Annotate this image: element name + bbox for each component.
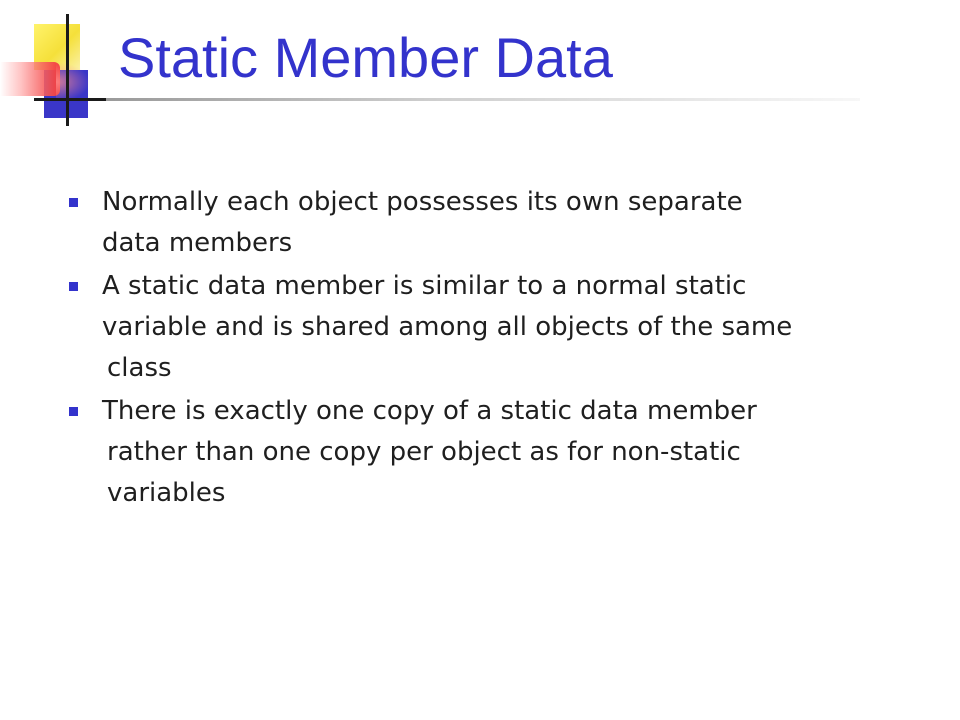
- bullet-text-line: variable and is shared among all objects of the same: [102, 312, 793, 342]
- title-underline-rule: [106, 98, 860, 101]
- logo-red-glow: [56, 62, 90, 102]
- bullet-text-line: There is exactly one copy of a static data member: [102, 396, 757, 426]
- bullet-item: [66, 391, 886, 514]
- bullet-text-line: A static data member is similar to a normal static: [102, 271, 747, 301]
- bullet-text-line: class: [107, 353, 172, 383]
- square-bullet-icon: [69, 407, 78, 416]
- logo-red-bar: [0, 62, 60, 96]
- logo-horizontal-line: [34, 98, 106, 101]
- logo-vertical-line: [66, 14, 69, 126]
- bullet-item: [66, 182, 886, 264]
- bullet-text-line: variables: [107, 478, 226, 508]
- bullet-text-line: rather than one copy per object as for non-static: [107, 437, 741, 467]
- square-bullet-icon: [69, 282, 78, 291]
- bullet-list: [66, 182, 886, 516]
- bullet-text-line: Normally each object possesses its own separate: [102, 187, 743, 217]
- slide-title: Static Member Data: [118, 26, 613, 89]
- bullet-text-line: data members: [102, 228, 293, 258]
- square-bullet-icon: [69, 198, 78, 207]
- bullet-item: [66, 266, 886, 389]
